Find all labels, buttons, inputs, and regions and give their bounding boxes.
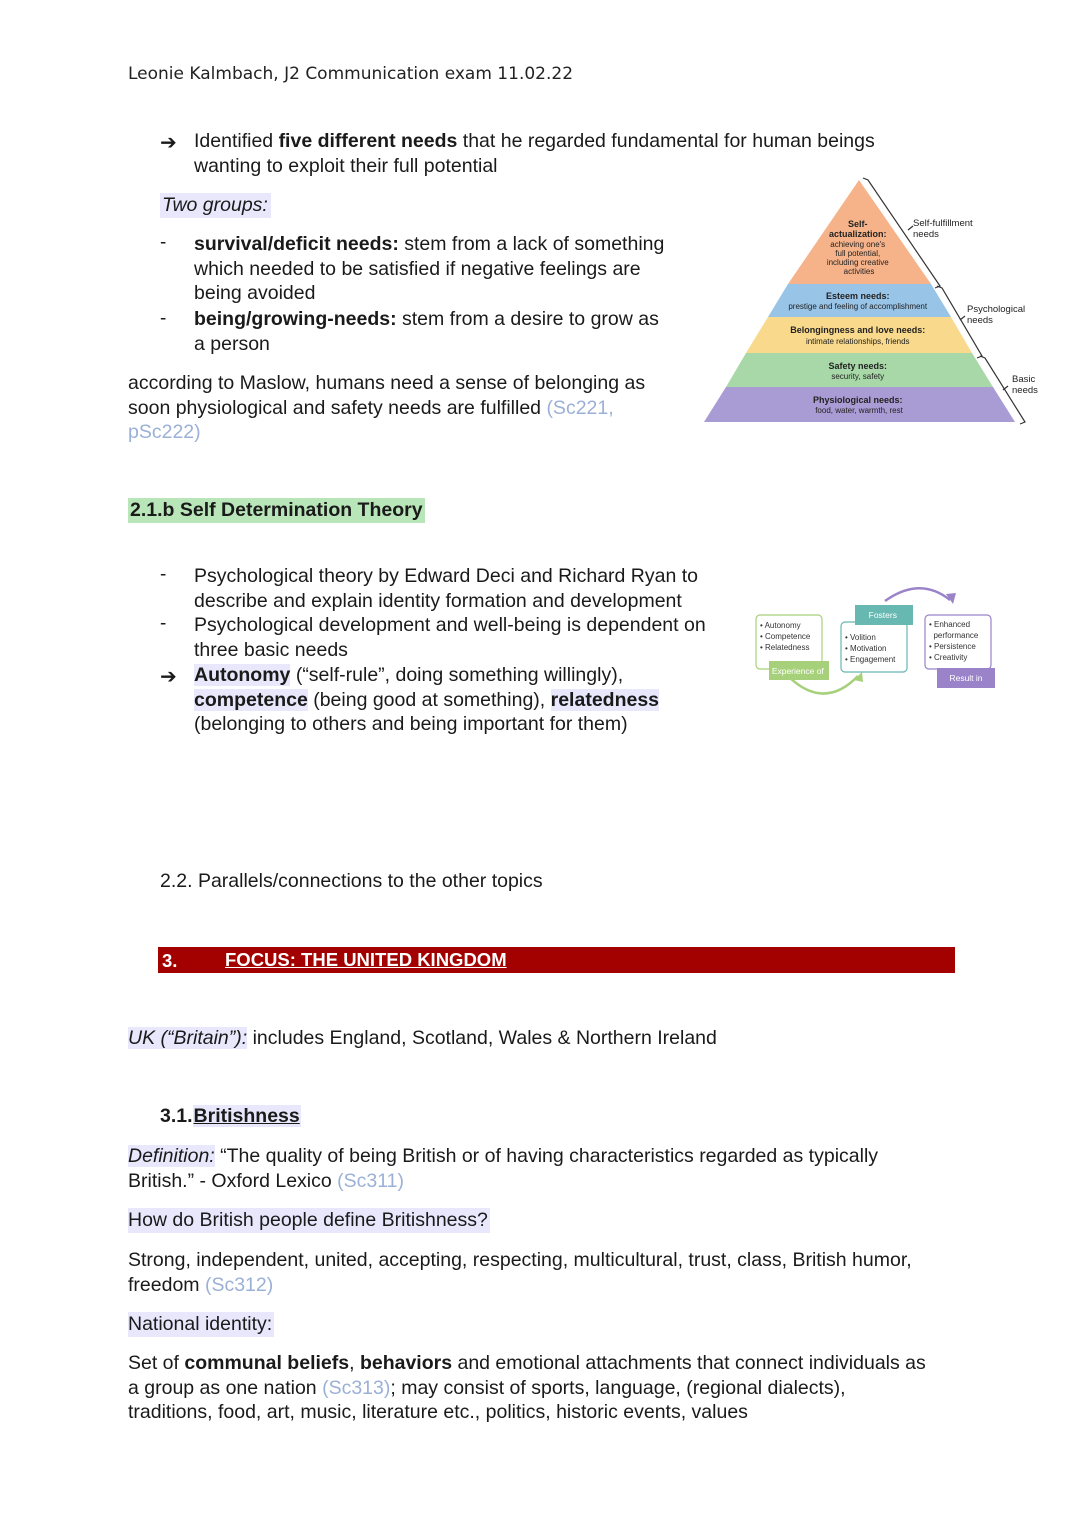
bracket-tick <box>960 316 965 320</box>
relatedness-term: relatedness <box>550 688 660 711</box>
survival-needs-item <box>194 232 664 306</box>
sdt-item-development <box>194 613 706 662</box>
pyramid-text: Safety needs: <box>828 361 888 371</box>
dash-bullet: - <box>160 232 167 253</box>
diagram-text: • Autonomy <box>760 621 801 630</box>
pyramid-text: intimate relationships, friends <box>805 337 910 346</box>
maslow-pyramid-diagram <box>700 170 1040 432</box>
arrow-bullet: ➔ <box>160 130 177 154</box>
diagram-tag-text: Fosters <box>868 610 897 620</box>
britishness-title: Britishness <box>193 1105 300 1127</box>
source-ref: (Sc311) <box>337 1169 404 1192</box>
ni-text: and emotional attachments that connect individuals as <box>452 1352 926 1374</box>
britishness-heading <box>160 1104 301 1129</box>
uk-definition <box>128 1026 717 1051</box>
source-ref: (Sc312) <box>204 1273 274 1296</box>
pyramid-side-label: Self-fulfillment <box>913 218 973 229</box>
sdt-diagram <box>750 578 1000 704</box>
ni-text: Set of <box>128 1352 185 1374</box>
britishness-num: 3.1. <box>160 1105 193 1127</box>
sdt-item1-line2: describe and explain identity formation and development <box>194 589 682 612</box>
five-needs-bold: five different needs <box>278 130 458 152</box>
survival-line3: being avoided <box>194 282 316 304</box>
arrow-bullet: ➔ <box>160 664 177 688</box>
pyramid-text: Physiological needs: <box>812 395 903 405</box>
national-identity-text <box>128 1351 926 1425</box>
pyramid-side-label: needs <box>1012 385 1038 396</box>
ni-text: ; may consist of sports, language, (regional dialects), <box>390 1376 846 1399</box>
cycle-arrow <box>885 588 950 601</box>
pyramid-side-label: Basic <box>1012 374 1036 385</box>
being-rest: stem from a desire to grow as <box>396 308 659 330</box>
sdt-heading: 2.1.b Self Determination Theory <box>130 499 423 521</box>
pyramid-belonging <box>746 317 972 353</box>
diagram-tag-text: Experience of <box>771 666 824 676</box>
ni-bold: communal beliefs <box>184 1352 350 1374</box>
survival-rest: stem from a lack of something <box>398 233 665 255</box>
two-groups-label: Two groups: <box>160 193 271 218</box>
diagram-text: • Persistence <box>929 642 976 651</box>
ni-text: traditions, food, art, music, literature etc., politics, historic events, values <box>128 1401 748 1423</box>
belonging-paragraph <box>128 371 645 445</box>
dash-bullet: - <box>160 613 167 634</box>
national-identity-label: National identity: <box>128 1313 273 1335</box>
britishness-definition <box>128 1144 878 1193</box>
section-title: FOCUS: THE UNITED KINGDOM <box>225 949 507 970</box>
uk-text: includes England, Scotland, Wales & Northern Ireland <box>247 1027 717 1049</box>
being-line2: a person <box>194 332 270 355</box>
diagram-tag-text: Result in <box>949 673 983 683</box>
answer-line1: Strong, independent, united, accepting, respecting, multicultural, trust, class, British humor, <box>128 1249 912 1271</box>
britishness-question: How do British people define Britishness? <box>128 1209 488 1231</box>
relatedness-desc: (belonging to others and being important for them) <box>194 713 628 735</box>
pyramid-text: prestige and feeling of accomplishment <box>788 302 928 311</box>
sdt-item2-line1: Psychological development and well-being is dependent on <box>194 614 706 636</box>
uk-label: UK (“Britain”): <box>128 1027 248 1049</box>
dash-bullet: - <box>160 564 167 585</box>
pyramid-text: Belongingness and love needs: <box>790 325 926 335</box>
pyramid-side-label: needs <box>967 315 993 326</box>
ni-text: a group as one nation <box>128 1376 323 1399</box>
definition-label: Definition: <box>128 1145 215 1167</box>
autonomy-desc: (“self-rule”, doing something willingly), <box>290 664 624 686</box>
diagram-text: performance <box>929 631 979 640</box>
pyramid-text: full potential, <box>835 249 881 258</box>
diagram-text: • Enhanced <box>929 620 971 629</box>
diagram-text: • Volition <box>845 633 876 642</box>
sdt-item1-line1: Psychological theory by Edward Deci and Richard Ryan to <box>194 565 699 587</box>
sdt-item2-line2: three basic needs <box>194 638 348 661</box>
pyramid-text: achieving one's <box>830 240 886 249</box>
diagram-text: • Creativity <box>929 653 968 662</box>
source-ref: (Sc221, <box>546 396 614 419</box>
pyramid-text: activities <box>843 267 875 276</box>
pyramid-text: security, safety <box>831 372 885 381</box>
source-ref: (Sc313) <box>322 1376 391 1399</box>
five-needs-line2: wanting to exploit their full potential <box>194 154 498 177</box>
pyramid-text: Esteem needs: <box>825 291 890 301</box>
sdt-item-theory <box>194 564 698 613</box>
ni-text: , <box>349 1352 360 1374</box>
section-number: 3. <box>162 950 178 971</box>
being-needs-item <box>194 307 659 356</box>
sdt-item-needs <box>194 663 659 737</box>
survival-bold: survival/deficit needs: <box>194 233 399 255</box>
parallels-heading: 2.2. Parallels/connections to the other topics <box>160 870 543 892</box>
belonging-line1: according to Maslow, humans need a sense of belonging as <box>128 372 646 394</box>
diagram-text: • Engagement <box>845 655 896 664</box>
five-needs-post: that he regarded fundamental for human beings <box>457 130 875 152</box>
ni-bold: behaviors <box>359 1352 453 1374</box>
belonging-line2: soon physiological and safety needs are fulfilled <box>128 396 547 419</box>
pyramid-side-label: Psychological <box>967 304 1026 315</box>
source-ref: pSc222) <box>128 421 201 443</box>
autonomy-term: Autonomy <box>194 664 291 686</box>
diagram-text: • Competence <box>760 632 811 641</box>
document-header: Leonie Kalmbach, J2 Communication exam 11.02.22 <box>128 64 574 84</box>
section-3-banner <box>158 947 955 973</box>
diagram-text: • Motivation <box>845 644 887 653</box>
diagram-text: • Relatedness <box>760 643 810 652</box>
definition-line1: “The quality of being British or of having characteristics regarded as typically <box>214 1145 879 1167</box>
dash-bullet: - <box>160 308 167 329</box>
survival-line2: which needed to be satisfied if negative feelings are <box>194 257 641 280</box>
pyramid-text: Self- <box>847 219 868 229</box>
five-needs-pre: Identified <box>194 130 279 152</box>
pyramid-side-label: needs <box>913 229 939 240</box>
answer-line2: freedom <box>128 1273 205 1296</box>
being-bold: being/growing-needs: <box>194 308 397 330</box>
pyramid-text: actualization: <box>828 229 887 239</box>
competence-desc: (being good at something), <box>307 688 551 711</box>
britishness-answer <box>128 1248 912 1297</box>
pyramid-text: food, water, warmth, rest <box>815 406 903 415</box>
competence-term: competence <box>194 688 308 711</box>
definition-line2: British.” - Oxford Lexico <box>128 1169 338 1192</box>
pyramid-text: including creative <box>826 258 889 267</box>
